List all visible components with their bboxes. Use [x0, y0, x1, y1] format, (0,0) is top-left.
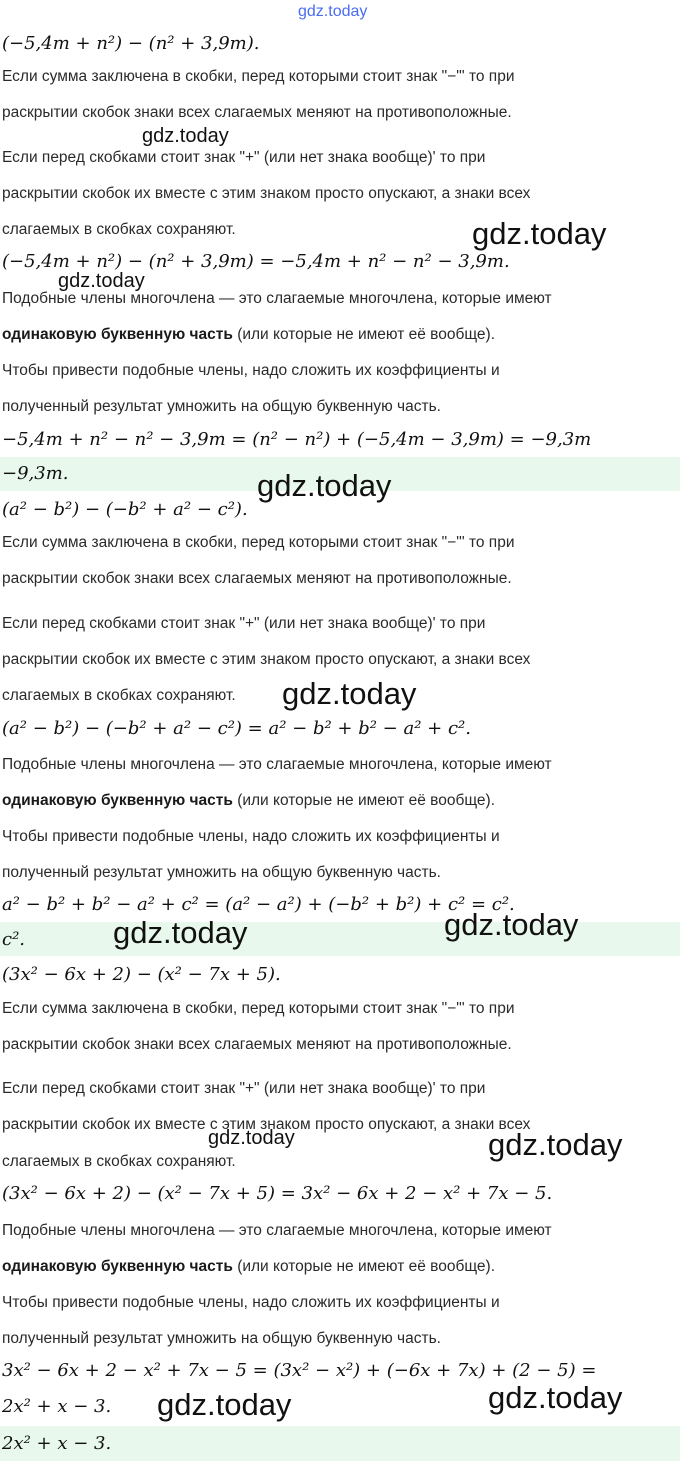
similar-terms-bold: одинаковую буквенную часть [2, 1258, 233, 1275]
similar-terms-line-1: Подобные члены многочлена — это слагаемые многочлена, которые имеют [2, 756, 552, 773]
rule-minus-line-1: Если сумма заключена в скобки, перед которыми стоит знак "−"' то при [2, 534, 515, 551]
rule-plus-line-2: раскрытии скобок их вместе с этим знаком просто опускают, а знаки всех [2, 1116, 531, 1133]
similar-terms-line-4: полученный результат умножить на общую буквенную часть. [2, 864, 441, 881]
rule-plus-line-3: слагаемых в скобках сохраняют. [2, 687, 236, 704]
similar-terms-bold: одинаковую буквенную часть [2, 792, 233, 809]
similar-terms-rest: (или которые не имеют её вообще). [232, 326, 495, 343]
similar-terms-bold: одинаковую буквенную часть [2, 326, 233, 343]
ex1-open-brackets: (−5,4m + n²) − (n² + 3,9m) = −5,4m + n² − n² − 3,9m. [2, 251, 510, 272]
similar-terms-line-2 [2, 791, 495, 811]
rule-plus-line-3: слагаемых в скобках сохраняют. [2, 1153, 236, 1170]
similar-terms-line-1: Подобные члены многочлена — это слагаемые многочлена, которые имеют [2, 290, 552, 307]
ex3-grouping-line-1: 3x² − 6x + 2 − x² + 7x − 5 = (3x² − x²) + (−6x + 7x) + (2 − 5) = [2, 1360, 597, 1381]
rule-plus-line-2: раскрытии скобок их вместе с этим знаком просто опускают, а знаки всех [2, 185, 531, 202]
watermark: gdz.today [472, 216, 607, 251]
watermark: gdz.today [282, 676, 417, 711]
ex1-task: (−5,4m + n²) − (n² + 3,9m). [2, 33, 260, 54]
ex1-grouping: −5,4m + n² − n² − 3,9m = (n² − n²) + (−5,4m − 3,9m) = −9,3m [2, 429, 592, 450]
ex3-grouping-line-2: 2x² + x − 3. [2, 1396, 112, 1417]
rule-plus-line-3: слагаемых в скобках сохраняют. [2, 221, 236, 238]
watermark: gdz.today [208, 1127, 295, 1149]
ex3-open-brackets: (3x² − 6x + 2) − (x² − 7x + 5) = 3x² − 6x + 2 − x² + 7x − 5. [2, 1183, 553, 1204]
watermark: gdz.today [142, 125, 229, 147]
similar-terms-line-4: полученный результат умножить на общую буквенную часть. [2, 1330, 441, 1347]
rule-plus-line-2: раскрытии скобок их вместе с этим знаком просто опускают, а знаки всех [2, 651, 531, 668]
similar-terms-line-3: Чтобы привести подобные члены, надо сложить их коэффициенты и [2, 828, 500, 845]
similar-terms-rest: (или которые не имеют её вообще). [232, 1258, 495, 1275]
ex2-answer: c². [2, 929, 26, 950]
watermark: gdz.today [257, 468, 392, 503]
ex1-answer: −9,3m. [2, 463, 69, 484]
watermark: gdz.today [488, 1127, 623, 1162]
similar-terms-line-3: Чтобы привести подобные члены, надо сложить их коэффициенты и [2, 362, 500, 379]
ex3-answer: 2x² + x − 3. [2, 1433, 112, 1454]
similar-terms-line-4: полученный результат умножить на общую буквенную часть. [2, 398, 441, 415]
watermark: gdz.today [113, 915, 248, 950]
watermark: gdz.today [488, 1380, 623, 1415]
rule-minus-line-2: раскрытии скобок знаки всех слагаемых меняют на противоположные. [2, 1036, 512, 1053]
rule-minus-line-1: Если сумма заключена в скобки, перед которыми стоит знак "−"' то при [2, 1000, 515, 1017]
similar-terms-line-2 [2, 1257, 495, 1277]
ex2-grouping: a² − b² + b² − a² + c² = (a² − a²) + (−b² + b²) + c² = c². [2, 894, 515, 915]
rule-plus-line-1: Если перед скобками стоит знак "+" (или нет знака вообще)' то при [2, 1080, 486, 1097]
rule-minus-line-1: Если сумма заключена в скобки, перед которыми стоит знак "−"' то при [2, 68, 515, 85]
rule-plus-line-1: Если перед скобками стоит знак "+" (или нет знака вообще)' то при [2, 149, 486, 166]
rule-minus-line-2: раскрытии скобок знаки всех слагаемых меняют на противоположные. [2, 570, 512, 587]
rule-minus-line-2: раскрытии скобок знаки всех слагаемых меняют на противоположные. [2, 104, 512, 121]
similar-terms-line-1: Подобные члены многочлена — это слагаемые многочлена, которые имеют [2, 1222, 552, 1239]
similar-terms-line-2 [2, 325, 495, 345]
similar-terms-line-3: Чтобы привести подобные члены, надо сложить их коэффициенты и [2, 1294, 500, 1311]
similar-terms-rest: (или которые не имеют её вообще). [232, 792, 495, 809]
watermark: gdz.today [58, 270, 145, 292]
watermark: gdz.today [444, 907, 579, 942]
ex2-task: (a² − b²) − (−b² + a² − c²). [2, 499, 248, 520]
ex2-open-brackets: (a² − b²) − (−b² + a² − c²) = a² − b² + b² − a² + c². [2, 718, 471, 739]
rule-plus-line-1: Если перед скобками стоит знак "+" (или нет знака вообще)' то при [2, 615, 486, 632]
watermark-top: gdz.today [298, 3, 368, 20]
ex3-task: (3x² − 6x + 2) − (x² − 7x + 5). [2, 964, 281, 985]
watermark: gdz.today [157, 1387, 292, 1422]
